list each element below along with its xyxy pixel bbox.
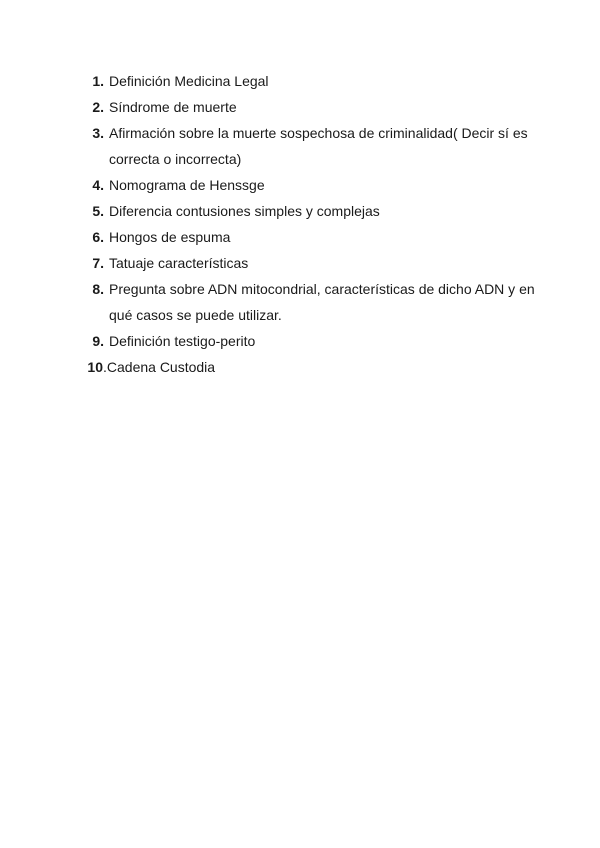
item-text: Nomograma de Henssge <box>109 177 265 193</box>
list-item-10 <box>0 354 600 380</box>
list-item-1 <box>0 68 600 94</box>
item-text: Pregunta sobre ADN mitocondrial, características de dicho ADN y en qué casos se puede utilizar. <box>109 281 535 323</box>
item-number: 6. <box>92 229 104 245</box>
list-item-3 <box>0 120 600 172</box>
item-number: 8. <box>92 281 104 297</box>
item-text: Hongos de espuma <box>109 229 231 245</box>
item-number: 2. <box>92 99 104 115</box>
list-item-8 <box>0 276 600 328</box>
list-item-9 <box>0 328 600 354</box>
item-number: 4. <box>92 177 104 193</box>
item-text: Cadena Custodia <box>106 359 216 375</box>
item-text: Tatuaje características <box>109 255 249 271</box>
item-text: Diferencia contusiones simples y complejas <box>109 203 380 219</box>
list-item-5 <box>0 198 600 224</box>
item-text: Afirmación sobre la muerte sospechosa de criminalidad( Decir sí es correcta o incorrecta) <box>109 125 528 167</box>
question-list <box>0 68 600 380</box>
list-item-2 <box>0 94 600 120</box>
list-item-6 <box>0 224 600 250</box>
item-text-line <box>103 354 540 380</box>
item-number: 1. <box>92 73 104 89</box>
item-number: 9. <box>92 333 104 349</box>
item-number: 3. <box>92 125 104 141</box>
item-text: Definición testigo-perito <box>109 333 256 349</box>
item-separator: . <box>103 359 107 375</box>
item-text: Definición Medicina Legal <box>109 73 269 89</box>
item-number-digits: 10 <box>87 359 103 375</box>
item-text: Síndrome de muerte <box>109 99 237 115</box>
list-item-4 <box>0 172 600 198</box>
list-item-7 <box>0 250 600 276</box>
item-number <box>0 354 103 380</box>
item-number: 7. <box>92 255 104 271</box>
item-number: 5. <box>92 203 104 219</box>
